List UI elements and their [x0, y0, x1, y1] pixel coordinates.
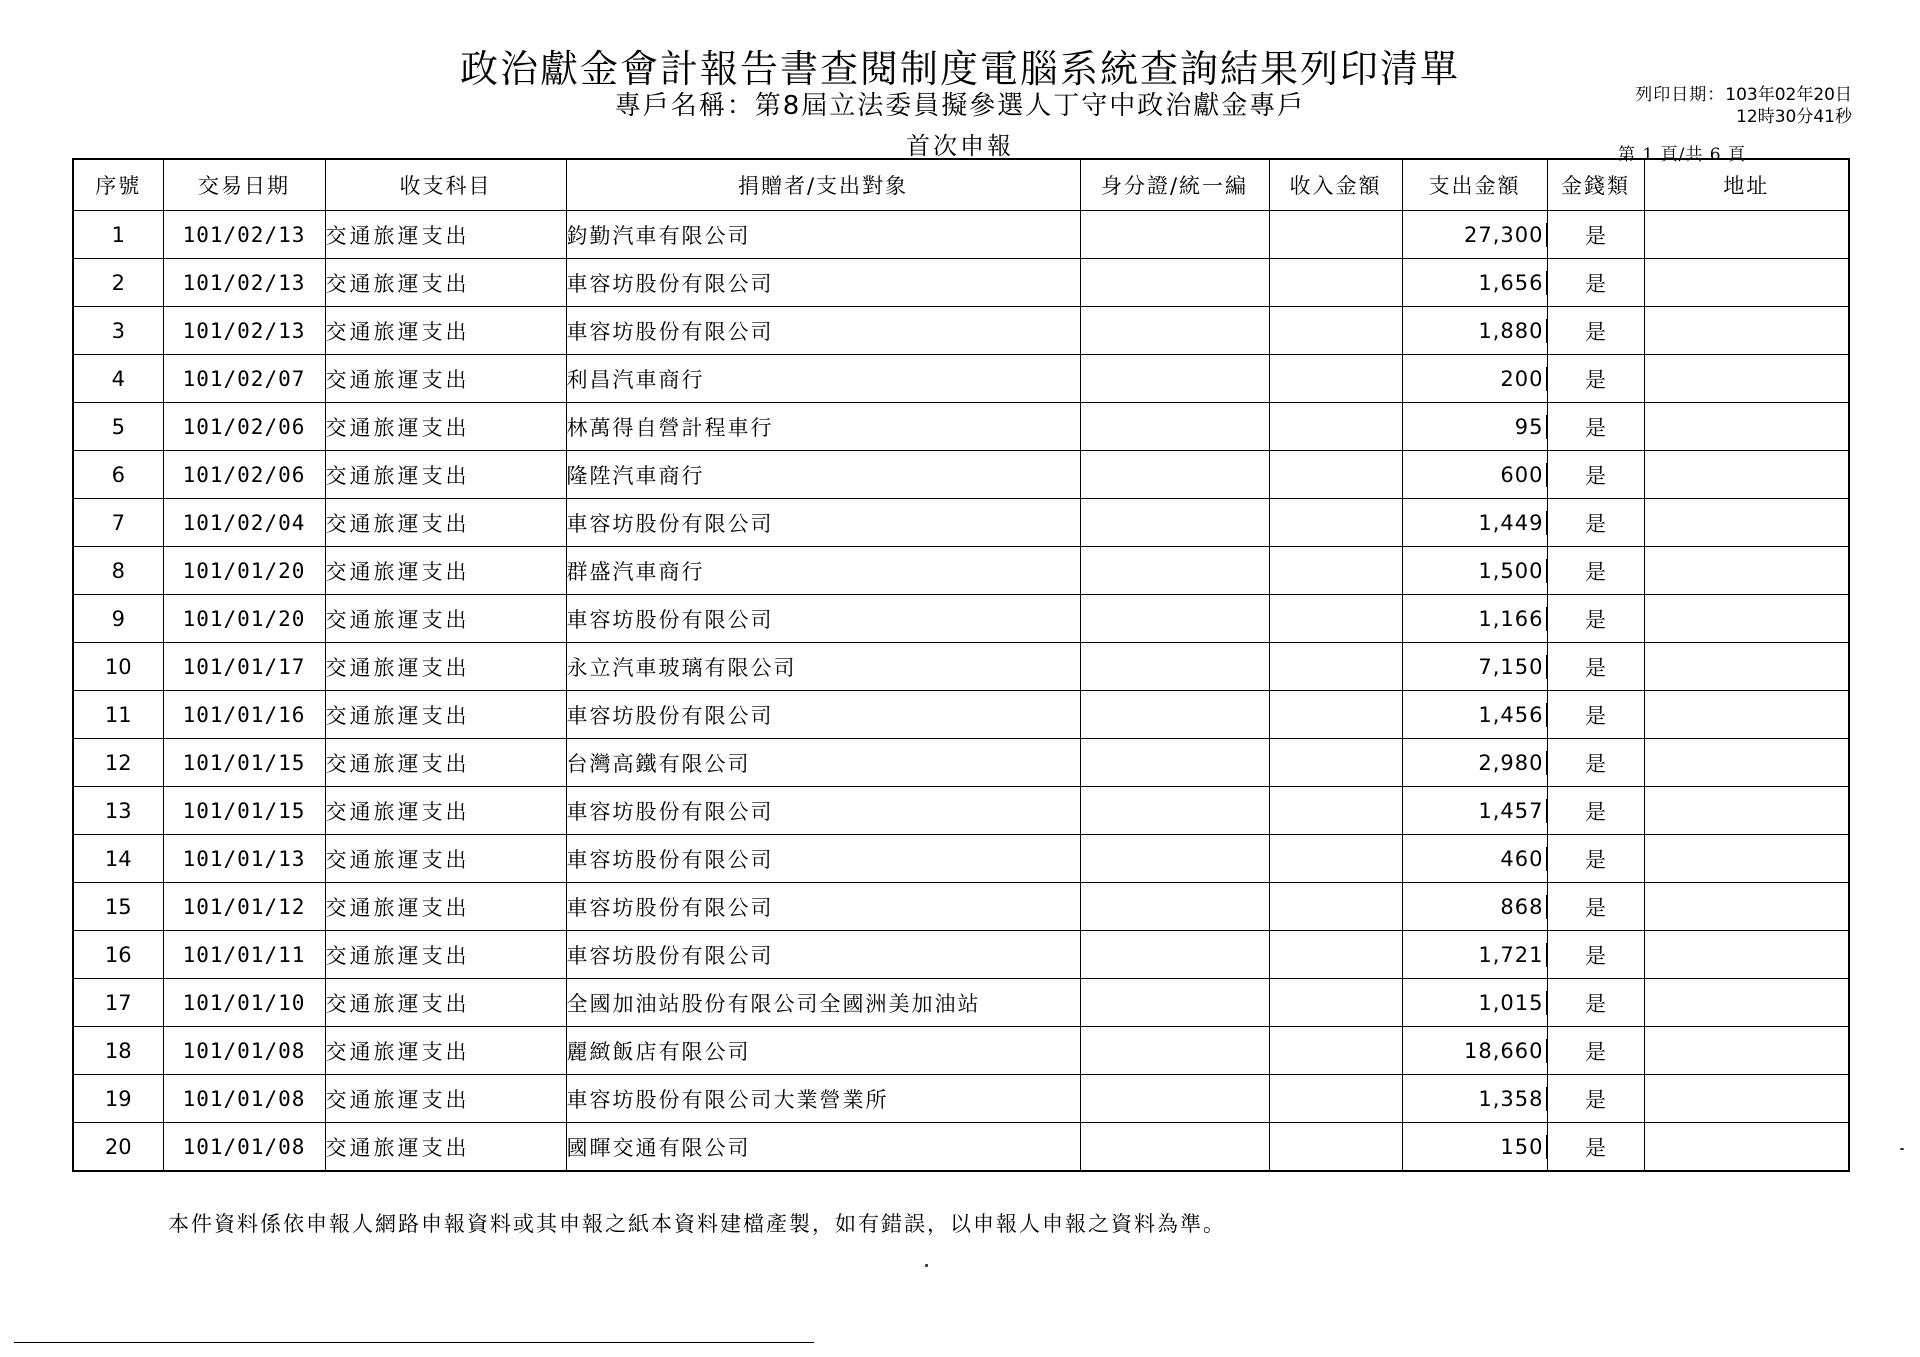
column-header-category: 收支科目 — [325, 159, 566, 211]
expense-amount: 600 — [1500, 463, 1546, 487]
cell-target: 國暉交通有限公司 — [566, 1123, 1080, 1172]
cell-address — [1644, 883, 1849, 931]
table-header-row — [73, 159, 1849, 211]
cell-no: 7 — [73, 499, 163, 547]
cell-date: 101/01/15 — [163, 739, 325, 787]
table-row — [73, 979, 1849, 1027]
cell-address — [1644, 643, 1849, 691]
cell-expense — [1402, 355, 1547, 403]
cell-id — [1080, 547, 1269, 595]
table-row — [73, 355, 1849, 403]
cell-income — [1269, 307, 1402, 355]
expense-amount: 150 — [1500, 1135, 1546, 1159]
cell-no: 6 — [73, 451, 163, 499]
expense-amount: 1,721 — [1478, 943, 1546, 967]
cell-no: 14 — [73, 835, 163, 883]
cell-income — [1269, 1123, 1402, 1172]
cell-expense — [1402, 547, 1547, 595]
cell-id — [1080, 1027, 1269, 1075]
cell-id — [1080, 595, 1269, 643]
table-row — [73, 691, 1849, 739]
cell-address — [1644, 1027, 1849, 1075]
account-name: 專戶名稱：第8屆立法委員擬參選人丁守中政治獻金專戶 — [614, 91, 1306, 121]
cell-expense — [1402, 595, 1547, 643]
cell-category: 交通旅運支出 — [325, 451, 566, 499]
cell-income — [1269, 643, 1402, 691]
cell-id — [1080, 499, 1269, 547]
cell-date: 101/01/08 — [163, 1123, 325, 1172]
cell-expense — [1402, 1027, 1547, 1075]
cell-id — [1080, 211, 1269, 259]
cell-cash: 是 — [1547, 211, 1644, 259]
cell-date: 101/01/15 — [163, 787, 325, 835]
cell-income — [1269, 403, 1402, 451]
cell-address — [1644, 691, 1849, 739]
cell-expense — [1402, 691, 1547, 739]
cell-no: 11 — [73, 691, 163, 739]
cell-income — [1269, 451, 1402, 499]
expense-amount: 27,300 — [1464, 223, 1546, 247]
cell-date: 101/02/13 — [163, 259, 325, 307]
expense-amount: 7,150 — [1478, 655, 1546, 679]
cell-id — [1080, 787, 1269, 835]
expense-amount: 1,457 — [1478, 799, 1546, 823]
cell-category: 交通旅運支出 — [325, 355, 566, 403]
cell-cash: 是 — [1547, 835, 1644, 883]
cell-target: 隆陞汽車商行 — [566, 451, 1080, 499]
expense-amount: 1,015 — [1478, 991, 1546, 1015]
cell-income — [1269, 979, 1402, 1027]
cell-expense — [1402, 1075, 1547, 1123]
cell-expense — [1402, 211, 1547, 259]
cell-expense — [1402, 451, 1547, 499]
cell-expense — [1402, 499, 1547, 547]
cell-category: 交通旅運支出 — [325, 1123, 566, 1172]
table-row — [73, 1075, 1849, 1123]
cell-category: 交通旅運支出 — [325, 643, 566, 691]
cell-category: 交通旅運支出 — [325, 931, 566, 979]
cell-expense — [1402, 643, 1547, 691]
cell-cash: 是 — [1547, 355, 1644, 403]
cell-address — [1644, 307, 1849, 355]
table-row — [73, 883, 1849, 931]
cell-cash: 是 — [1547, 1123, 1644, 1172]
cell-category: 交通旅運支出 — [325, 595, 566, 643]
cell-cash: 是 — [1547, 1027, 1644, 1075]
table-row — [73, 1123, 1849, 1172]
cell-date: 101/02/13 — [163, 211, 325, 259]
cell-cash: 是 — [1547, 595, 1644, 643]
cell-category: 交通旅運支出 — [325, 1027, 566, 1075]
cell-income — [1269, 211, 1402, 259]
cell-address — [1644, 979, 1849, 1027]
expense-amount: 868 — [1500, 895, 1546, 919]
cell-cash: 是 — [1547, 883, 1644, 931]
table-row — [73, 547, 1849, 595]
cell-category: 交通旅運支出 — [325, 547, 566, 595]
cell-no: 10 — [73, 643, 163, 691]
cell-address — [1644, 211, 1849, 259]
column-header-income: 收入金額 — [1269, 159, 1402, 211]
cell-expense — [1402, 835, 1547, 883]
cell-target: 車容坊股份有限公司 — [566, 307, 1080, 355]
table-row — [73, 403, 1849, 451]
cell-income — [1269, 1027, 1402, 1075]
cell-expense — [1402, 883, 1547, 931]
footnote: 本件資料係依申報人網路申報資料或其申報之紙本資料建檔產製，如有錯誤，以申報人申報之資料為準。 — [168, 1212, 1226, 1236]
cell-income — [1269, 835, 1402, 883]
expense-amount: 1,880 — [1478, 319, 1546, 343]
cell-category: 交通旅運支出 — [325, 259, 566, 307]
cell-no: 16 — [73, 931, 163, 979]
expense-amount: 460 — [1500, 847, 1546, 871]
cell-id — [1080, 835, 1269, 883]
cell-target: 全國加油站股份有限公司全國洲美加油站 — [566, 979, 1080, 1027]
scan-speck — [1900, 1148, 1904, 1150]
cell-expense — [1402, 739, 1547, 787]
cell-cash: 是 — [1547, 403, 1644, 451]
cell-date: 101/01/20 — [163, 547, 325, 595]
cell-expense — [1402, 787, 1547, 835]
cell-category: 交通旅運支出 — [325, 883, 566, 931]
column-header-target: 捐贈者/支出對象 — [566, 159, 1080, 211]
cell-target: 車容坊股份有限公司 — [566, 691, 1080, 739]
expense-amount: 95 — [1515, 415, 1547, 439]
cell-income — [1269, 739, 1402, 787]
cell-no: 5 — [73, 403, 163, 451]
expense-amount: 200 — [1500, 367, 1546, 391]
column-header-cash: 金錢類 — [1547, 159, 1644, 211]
cell-income — [1269, 547, 1402, 595]
cell-target: 麗緻飯店有限公司 — [566, 1027, 1080, 1075]
cell-category: 交通旅運支出 — [325, 1075, 566, 1123]
column-header-expense: 支出金額 — [1402, 159, 1547, 211]
expense-amount: 18,660 — [1464, 1039, 1546, 1063]
cell-no: 2 — [73, 259, 163, 307]
cell-cash: 是 — [1547, 931, 1644, 979]
expense-amount: 1,358 — [1478, 1087, 1546, 1111]
cell-address — [1644, 259, 1849, 307]
cell-category: 交通旅運支出 — [325, 499, 566, 547]
expense-amount: 2,980 — [1478, 751, 1546, 775]
cell-target: 台灣高鐵有限公司 — [566, 739, 1080, 787]
column-header-no: 序號 — [73, 159, 163, 211]
cell-no: 15 — [73, 883, 163, 931]
cell-target: 林萬得自營計程車行 — [566, 403, 1080, 451]
cell-income — [1269, 259, 1402, 307]
cell-date: 101/01/10 — [163, 979, 325, 1027]
cell-cash: 是 — [1547, 739, 1644, 787]
cell-address — [1644, 451, 1849, 499]
cell-address — [1644, 835, 1849, 883]
cell-income — [1269, 355, 1402, 403]
cell-category: 交通旅運支出 — [325, 835, 566, 883]
cell-category: 交通旅運支出 — [325, 211, 566, 259]
cell-expense — [1402, 403, 1547, 451]
print-timestamp — [1590, 84, 1852, 128]
table-row — [73, 931, 1849, 979]
cell-income — [1269, 595, 1402, 643]
bottom-rule — [14, 1342, 814, 1343]
cell-address — [1644, 739, 1849, 787]
cell-category: 交通旅運支出 — [325, 979, 566, 1027]
cell-target: 車容坊股份有限公司大業營業所 — [566, 1075, 1080, 1123]
cell-address — [1644, 547, 1849, 595]
cell-target: 群盛汽車商行 — [566, 547, 1080, 595]
table-row — [73, 787, 1849, 835]
scan-speck — [925, 1264, 928, 1267]
cell-id — [1080, 1123, 1269, 1172]
cell-target: 車容坊股份有限公司 — [566, 259, 1080, 307]
table-row — [73, 499, 1849, 547]
table-row — [73, 451, 1849, 499]
cell-id — [1080, 1075, 1269, 1123]
cell-date: 101/01/17 — [163, 643, 325, 691]
cell-cash: 是 — [1547, 547, 1644, 595]
expense-amount: 1,500 — [1478, 559, 1546, 583]
page-title: 政治獻金會計報告書查閱制度電腦系統查詢結果列印清單 — [459, 47, 1460, 91]
cell-cash: 是 — [1547, 451, 1644, 499]
cell-category: 交通旅運支出 — [325, 307, 566, 355]
cell-cash: 是 — [1547, 643, 1644, 691]
cell-date: 101/02/13 — [163, 307, 325, 355]
cell-no: 12 — [73, 739, 163, 787]
cell-target: 車容坊股份有限公司 — [566, 595, 1080, 643]
cell-no: 17 — [73, 979, 163, 1027]
cell-cash: 是 — [1547, 307, 1644, 355]
report-type: 首次申報 — [906, 132, 1014, 160]
cell-target: 車容坊股份有限公司 — [566, 499, 1080, 547]
column-header-address: 地址 — [1644, 159, 1849, 211]
cell-address — [1644, 1075, 1849, 1123]
cell-id — [1080, 259, 1269, 307]
cell-date: 101/02/07 — [163, 355, 325, 403]
cell-date: 101/01/13 — [163, 835, 325, 883]
table-row — [73, 1027, 1849, 1075]
cell-category: 交通旅運支出 — [325, 403, 566, 451]
cell-id — [1080, 403, 1269, 451]
ledger-table — [72, 158, 1850, 1172]
expense-amount: 1,166 — [1478, 607, 1546, 631]
column-header-date: 交易日期 — [163, 159, 325, 211]
cell-address — [1644, 787, 1849, 835]
expense-amount: 1,449 — [1478, 511, 1546, 535]
cell-id — [1080, 355, 1269, 403]
cell-expense — [1402, 931, 1547, 979]
table-row — [73, 211, 1849, 259]
cell-id — [1080, 739, 1269, 787]
cell-address — [1644, 355, 1849, 403]
expense-amount: 1,656 — [1478, 271, 1546, 295]
cell-target: 永立汽車玻璃有限公司 — [566, 643, 1080, 691]
cell-cash: 是 — [1547, 787, 1644, 835]
table-row — [73, 835, 1849, 883]
cell-target: 車容坊股份有限公司 — [566, 787, 1080, 835]
cell-cash: 是 — [1547, 1075, 1644, 1123]
cell-expense — [1402, 307, 1547, 355]
cell-id — [1080, 307, 1269, 355]
cell-date: 101/01/08 — [163, 1075, 325, 1123]
cell-target: 車容坊股份有限公司 — [566, 883, 1080, 931]
page-indicator: 第 1 頁/共 6 頁 — [1618, 145, 1746, 165]
cell-expense — [1402, 979, 1547, 1027]
cell-no: 19 — [73, 1075, 163, 1123]
cell-no: 18 — [73, 1027, 163, 1075]
cell-date: 101/02/04 — [163, 499, 325, 547]
cell-category: 交通旅運支出 — [325, 739, 566, 787]
cell-no: 4 — [73, 355, 163, 403]
cell-date: 101/02/06 — [163, 403, 325, 451]
table-row — [73, 595, 1849, 643]
cell-id — [1080, 883, 1269, 931]
table-body — [73, 211, 1849, 1172]
cell-income — [1269, 787, 1402, 835]
cell-category: 交通旅運支出 — [325, 787, 566, 835]
table-row — [73, 307, 1849, 355]
print-date-label: 列印日期： — [1635, 85, 1726, 105]
cell-target: 車容坊股份有限公司 — [566, 931, 1080, 979]
cell-address — [1644, 499, 1849, 547]
cell-income — [1269, 883, 1402, 931]
cell-expense — [1402, 1123, 1547, 1172]
cell-address — [1644, 595, 1849, 643]
cell-no: 8 — [73, 547, 163, 595]
cell-address — [1644, 403, 1849, 451]
cell-no: 1 — [73, 211, 163, 259]
cell-target: 利昌汽車商行 — [566, 355, 1080, 403]
cell-no: 3 — [73, 307, 163, 355]
cell-address — [1644, 1123, 1849, 1172]
table-row — [73, 259, 1849, 307]
table-row — [73, 739, 1849, 787]
cell-id — [1080, 691, 1269, 739]
column-header-id: 身分證/統一編 — [1080, 159, 1269, 211]
cell-cash: 是 — [1547, 499, 1644, 547]
cell-date: 101/02/06 — [163, 451, 325, 499]
cell-expense — [1402, 259, 1547, 307]
print-time-value: 12時30分41秒 — [1736, 107, 1852, 127]
cell-target: 鈞勤汽車有限公司 — [566, 211, 1080, 259]
cell-date: 101/01/08 — [163, 1027, 325, 1075]
cell-cash: 是 — [1547, 691, 1644, 739]
cell-cash: 是 — [1547, 259, 1644, 307]
cell-cash: 是 — [1547, 979, 1644, 1027]
cell-date: 101/01/11 — [163, 931, 325, 979]
cell-target: 車容坊股份有限公司 — [566, 835, 1080, 883]
cell-id — [1080, 451, 1269, 499]
cell-income — [1269, 499, 1402, 547]
cell-date: 101/01/20 — [163, 595, 325, 643]
cell-no: 9 — [73, 595, 163, 643]
cell-category: 交通旅運支出 — [325, 691, 566, 739]
cell-no: 13 — [73, 787, 163, 835]
print-date-value: 103年02年20日 — [1725, 85, 1852, 105]
cell-id — [1080, 931, 1269, 979]
cell-income — [1269, 931, 1402, 979]
cell-id — [1080, 643, 1269, 691]
table-row — [73, 643, 1849, 691]
cell-date: 101/01/16 — [163, 691, 325, 739]
cell-income — [1269, 691, 1402, 739]
cell-address — [1644, 931, 1849, 979]
cell-no: 20 — [73, 1123, 163, 1172]
cell-id — [1080, 979, 1269, 1027]
cell-date: 101/01/12 — [163, 883, 325, 931]
expense-amount: 1,456 — [1478, 703, 1546, 727]
cell-income — [1269, 1075, 1402, 1123]
